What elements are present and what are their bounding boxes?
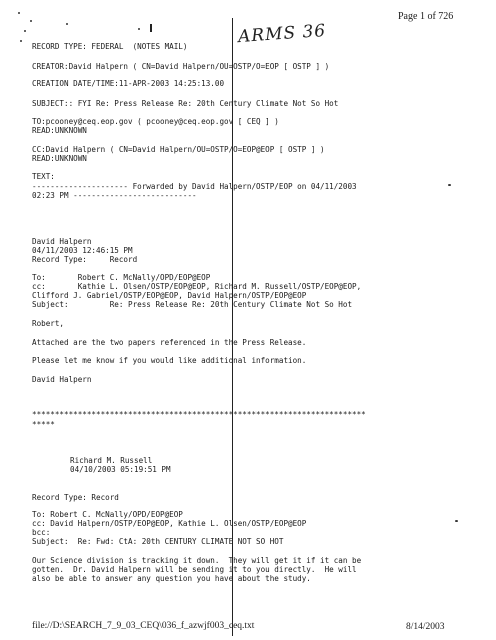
message-record-type: Record Type: Record [32, 255, 138, 264]
scan-speck [66, 23, 68, 25]
scan-speck [138, 28, 140, 30]
message-record-type: Record Type: Record [32, 493, 119, 502]
message-sender: Richard M. Russell [70, 456, 153, 465]
to-read-status: READ:UNKNOWN [32, 126, 87, 135]
scan-speck [448, 184, 451, 186]
message-body: Our Science division is tracking it down. They will get it if it can be [32, 556, 362, 565]
message-body: also be able to answer any question you have about the study. [32, 574, 311, 583]
message-subject: Subject: Re: Press Release Re: 20th Century Climate Not So Hot [32, 300, 353, 309]
print-date: 8/14/2003 [406, 622, 445, 632]
cc-read-status: READ:UNKNOWN [32, 154, 87, 163]
separator-line-end: ***** [32, 420, 55, 429]
cc-line: CC:David Halpern ( CN=David Halpern/OU=OSTP/O=EOP@EOP [ OSTP ] ) [32, 145, 325, 154]
message-body: Please let me know if you would like additional information. [32, 356, 307, 365]
scan-speck [24, 30, 26, 32]
forwarded-line-time: 02:23 PM --------------------------- [32, 191, 197, 200]
to-line: TO:pcooney@ceq.eop.gov ( pcooney@ceq.eop.gov [ CEQ ] ) [32, 117, 279, 126]
message-to: To: Robert C. McNally/OPD/EOP@EOP [32, 273, 211, 282]
scan-mark [150, 24, 152, 32]
page-number: Page 1 of 726 [398, 11, 454, 22]
message-to: To: Robert C. McNally/OPD/EOP@EOP [32, 510, 183, 519]
handwritten-stamp: ARMS 36 [237, 20, 327, 48]
creator-line: CREATOR:David Halpern ( CN=David Halpern/OU=OSTP/O=EOP [ OSTP ] ) [32, 62, 330, 71]
scan-speck [30, 20, 32, 22]
creation-line: CREATION DATE/TIME:11-APR-2003 14:25:13.00 [32, 79, 225, 88]
forwarded-line: --------------------- Forwarded by David Halpern/OSTP/EOP on 04/11/2003 [32, 182, 357, 191]
message-greeting: Robert, [32, 319, 65, 328]
message-signature: David Halpern [32, 375, 92, 384]
message-bcc: bcc: [32, 528, 51, 537]
subject-line: SUBJECT:: FYI Re: Press Release Re: 20th Century Climate Not So Hot [32, 99, 339, 108]
message-cc-continued: Clifford J. Gabriel/OSTP/EOP@EOP, David Halpern/OSTP/EOP@EOP [32, 291, 307, 300]
scan-speck [20, 40, 22, 42]
text-label: TEXT: [32, 172, 55, 181]
message-sender: David Halpern [32, 237, 92, 246]
message-cc: cc: David Halpern/OSTP/EOP@EOP, Kathie L. Olsen/OSTP/EOP@EOP [32, 519, 307, 528]
file-path: file://D:\SEARCH_7_9_03_CEQ\036_f_azwjf003_ceq.txt [32, 621, 255, 631]
separator-line: ************************************************************************* [32, 410, 366, 419]
scan-speck [18, 12, 20, 14]
message-cc: cc: Kathie L. Olsen/OSTP/EOP@EOP, Richard M. Russell/OSTP/EOP@EOP, [32, 282, 362, 291]
message-subject: Subject: Re: Fwd: CtA: 20th CENTURY CLIMATE NOT SO HOT [32, 537, 284, 546]
message-body: Attached are the two papers referenced in the Press Release. [32, 338, 307, 347]
message-datetime: 04/11/2003 12:46:15 PM [32, 246, 133, 255]
scan-speck [455, 520, 458, 522]
message-datetime: 04/10/2003 05:19:51 PM [70, 465, 171, 474]
record-type: RECORD TYPE: FEDERAL (NOTES MAIL) [32, 42, 188, 51]
message-body: gotten. Dr. David Halpern will be sending it to you directly. He will [32, 565, 357, 574]
